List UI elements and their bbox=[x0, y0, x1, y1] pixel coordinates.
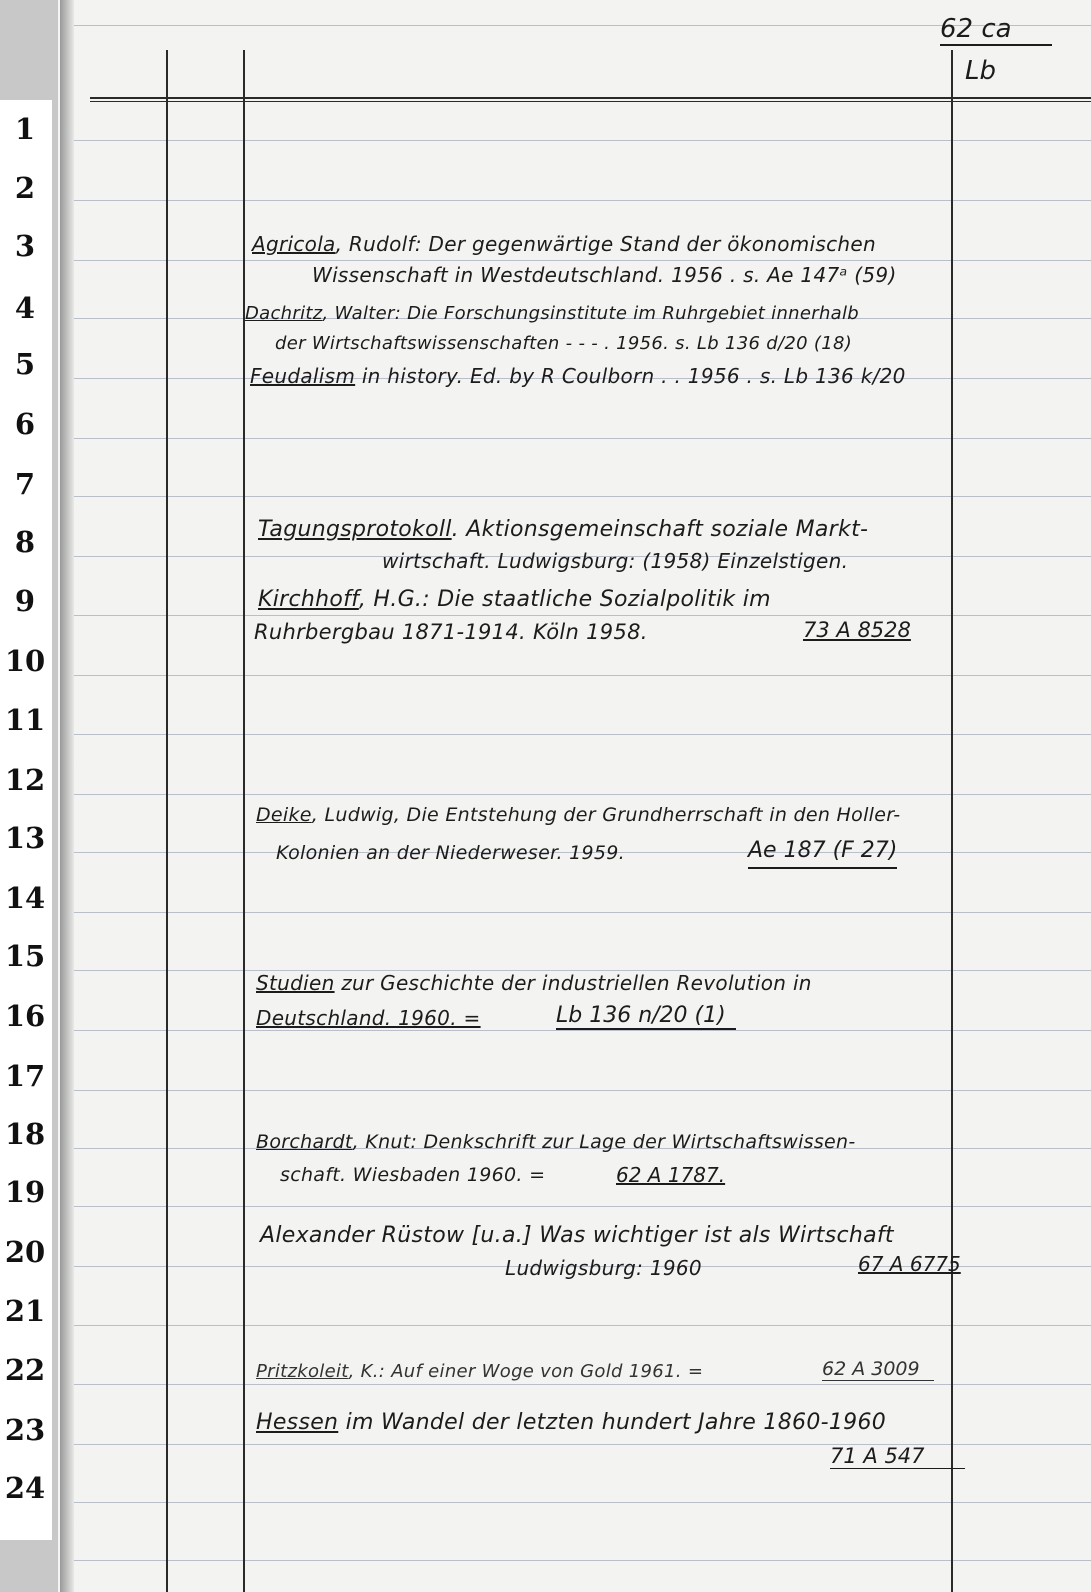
entry-line: Studien zur Geschichte der industriellen Revolution in bbox=[256, 971, 812, 995]
ruled-line bbox=[74, 140, 1091, 141]
entry-line: der Wirtschaftswissenschaften - - - . 1956. s. Lb 136 d/20 (18) bbox=[275, 333, 853, 354]
column-line bbox=[243, 50, 245, 1592]
row-number: 3 bbox=[14, 229, 36, 263]
entry-author: Kirchhoff bbox=[258, 587, 359, 612]
entry-author: Dachritz bbox=[245, 303, 323, 324]
ruled-line bbox=[74, 260, 1091, 261]
entry-line: Kolonien an der Niederweser. 1959. bbox=[276, 842, 626, 864]
row-number: 14 bbox=[4, 881, 46, 915]
entry-line: wirtschaft. Ludwigsburg: (1958) Einzelstigen. bbox=[382, 549, 849, 573]
ruled-line bbox=[74, 675, 1091, 676]
shelf-signature: 67 A 6775 bbox=[858, 1252, 961, 1276]
row-number: 12 bbox=[4, 763, 46, 797]
entry-author: Feudalism bbox=[250, 364, 356, 388]
ruled-line bbox=[74, 1090, 1091, 1091]
entry-author: Hessen bbox=[256, 1410, 339, 1435]
page-binding-shadow bbox=[60, 0, 74, 1592]
row-number: 24 bbox=[4, 1471, 46, 1505]
entry-line: Ruhrbergbau 1871-1914. Köln 1958. bbox=[254, 620, 648, 644]
entry-line: Pritzkoleit, K.: Auf einer Woge von Gold 1961. = bbox=[256, 1361, 704, 1382]
shelf-signature: 62 A 1787. bbox=[616, 1163, 726, 1187]
entry-author: Agricola bbox=[252, 232, 336, 256]
entry-line: Kirchhoff, H.G.: Die staatliche Sozialpolitik im bbox=[258, 587, 771, 612]
entry-author: Deike bbox=[256, 804, 312, 826]
ruled-line bbox=[74, 912, 1091, 913]
entry-line: schaft. Wiesbaden 1960. = bbox=[280, 1164, 546, 1186]
shelf-signature: 73 A 8528 bbox=[803, 618, 911, 642]
ruled-line bbox=[74, 1560, 1091, 1561]
row-number: 6 bbox=[14, 407, 36, 441]
shelf-code-bottom: Lb bbox=[965, 56, 996, 86]
row-number: 22 bbox=[4, 1353, 46, 1387]
row-number: 7 bbox=[14, 467, 36, 501]
entry-line: Tagungsprotokoll. Aktionsgemeinschaft soziale Markt- bbox=[258, 517, 869, 542]
entry-author: Borchardt bbox=[256, 1131, 353, 1153]
shelf-code-top: 62 ca bbox=[940, 14, 1052, 46]
row-number: 9 bbox=[14, 584, 36, 618]
row-number: 18 bbox=[4, 1117, 46, 1151]
entry-line: Ludwigsburg: 1960 bbox=[505, 1256, 702, 1280]
entry-line: Hessen im Wandel der letzten hundert Jahre 1860-1960 bbox=[256, 1410, 887, 1435]
ruled-line bbox=[74, 1325, 1091, 1326]
entry-author: Alexander Rüstow bbox=[260, 1223, 465, 1248]
entry-line: Alexander Rüstow [u.a.] Was wichtiger ist als Wirtschaft bbox=[260, 1223, 894, 1248]
entry-line: Dachritz, Walter: Die Forschungsinstitute im Ruhrgebiet innerhalb bbox=[245, 303, 860, 324]
row-number: 8 bbox=[14, 525, 36, 559]
entry-line: Borchardt, Knut: Denkschrift zur Lage der Wirtschaftswissen- bbox=[256, 1131, 856, 1153]
ruled-line bbox=[74, 25, 1091, 26]
ruled-line bbox=[74, 1502, 1091, 1503]
row-number: 19 bbox=[4, 1175, 46, 1209]
entry-line: Deike, Ludwig, Die Entstehung der Grundherrschaft in den Holler- bbox=[256, 804, 901, 826]
ruled-line bbox=[74, 1384, 1091, 1385]
entry-line: Agricola, Rudolf: Der gegenwärtige Stand der ökonomischen bbox=[252, 232, 876, 256]
row-number: 11 bbox=[4, 703, 46, 737]
entry-line: Wissenschaft in Westdeutschland. 1956 . s. Ae 147ᵃ (59) bbox=[312, 263, 897, 287]
row-number: 21 bbox=[4, 1294, 46, 1328]
shelf-signature: Lb 136 n/20 (1) bbox=[556, 1003, 736, 1030]
row-number: 4 bbox=[14, 291, 36, 325]
row-number: 13 bbox=[4, 821, 46, 855]
header-rule bbox=[90, 101, 1091, 102]
entry-author: Pritzkoleit bbox=[256, 1361, 349, 1382]
header-rule bbox=[90, 97, 1091, 99]
entry-author: Tagungsprotokoll bbox=[258, 517, 452, 542]
row-number: 10 bbox=[4, 644, 46, 678]
row-number: 2 bbox=[14, 171, 36, 205]
row-number: 15 bbox=[4, 939, 46, 973]
entry-line: Feudalism in history. Ed. by R Coulborn . . 1956 . s. Lb 136 k/20 bbox=[250, 364, 906, 388]
row-number: 1 bbox=[14, 112, 36, 146]
shelf-signature: Ae 187 (F 27) bbox=[748, 838, 897, 869]
shelf-signature: 62 A 3009 bbox=[822, 1358, 934, 1381]
row-number: 23 bbox=[4, 1413, 46, 1447]
row-number: 5 bbox=[14, 347, 36, 381]
ruled-line bbox=[74, 438, 1091, 439]
entry-author: Studien bbox=[256, 971, 335, 995]
entry-line: Deutschland. 1960. = bbox=[256, 1006, 481, 1030]
row-number: 20 bbox=[4, 1235, 46, 1269]
column-line bbox=[951, 50, 953, 1592]
ruled-line bbox=[74, 1206, 1091, 1207]
ruled-line bbox=[74, 615, 1091, 616]
row-number: 16 bbox=[4, 999, 46, 1033]
ruled-line bbox=[74, 734, 1091, 735]
row-number: 17 bbox=[4, 1059, 46, 1093]
ruled-line bbox=[74, 794, 1091, 795]
ruled-line bbox=[74, 496, 1091, 497]
ruled-line bbox=[74, 1030, 1091, 1031]
shelf-signature: 71 A 547 bbox=[830, 1444, 965, 1469]
column-line bbox=[166, 50, 168, 1592]
ruled-line bbox=[74, 200, 1091, 201]
